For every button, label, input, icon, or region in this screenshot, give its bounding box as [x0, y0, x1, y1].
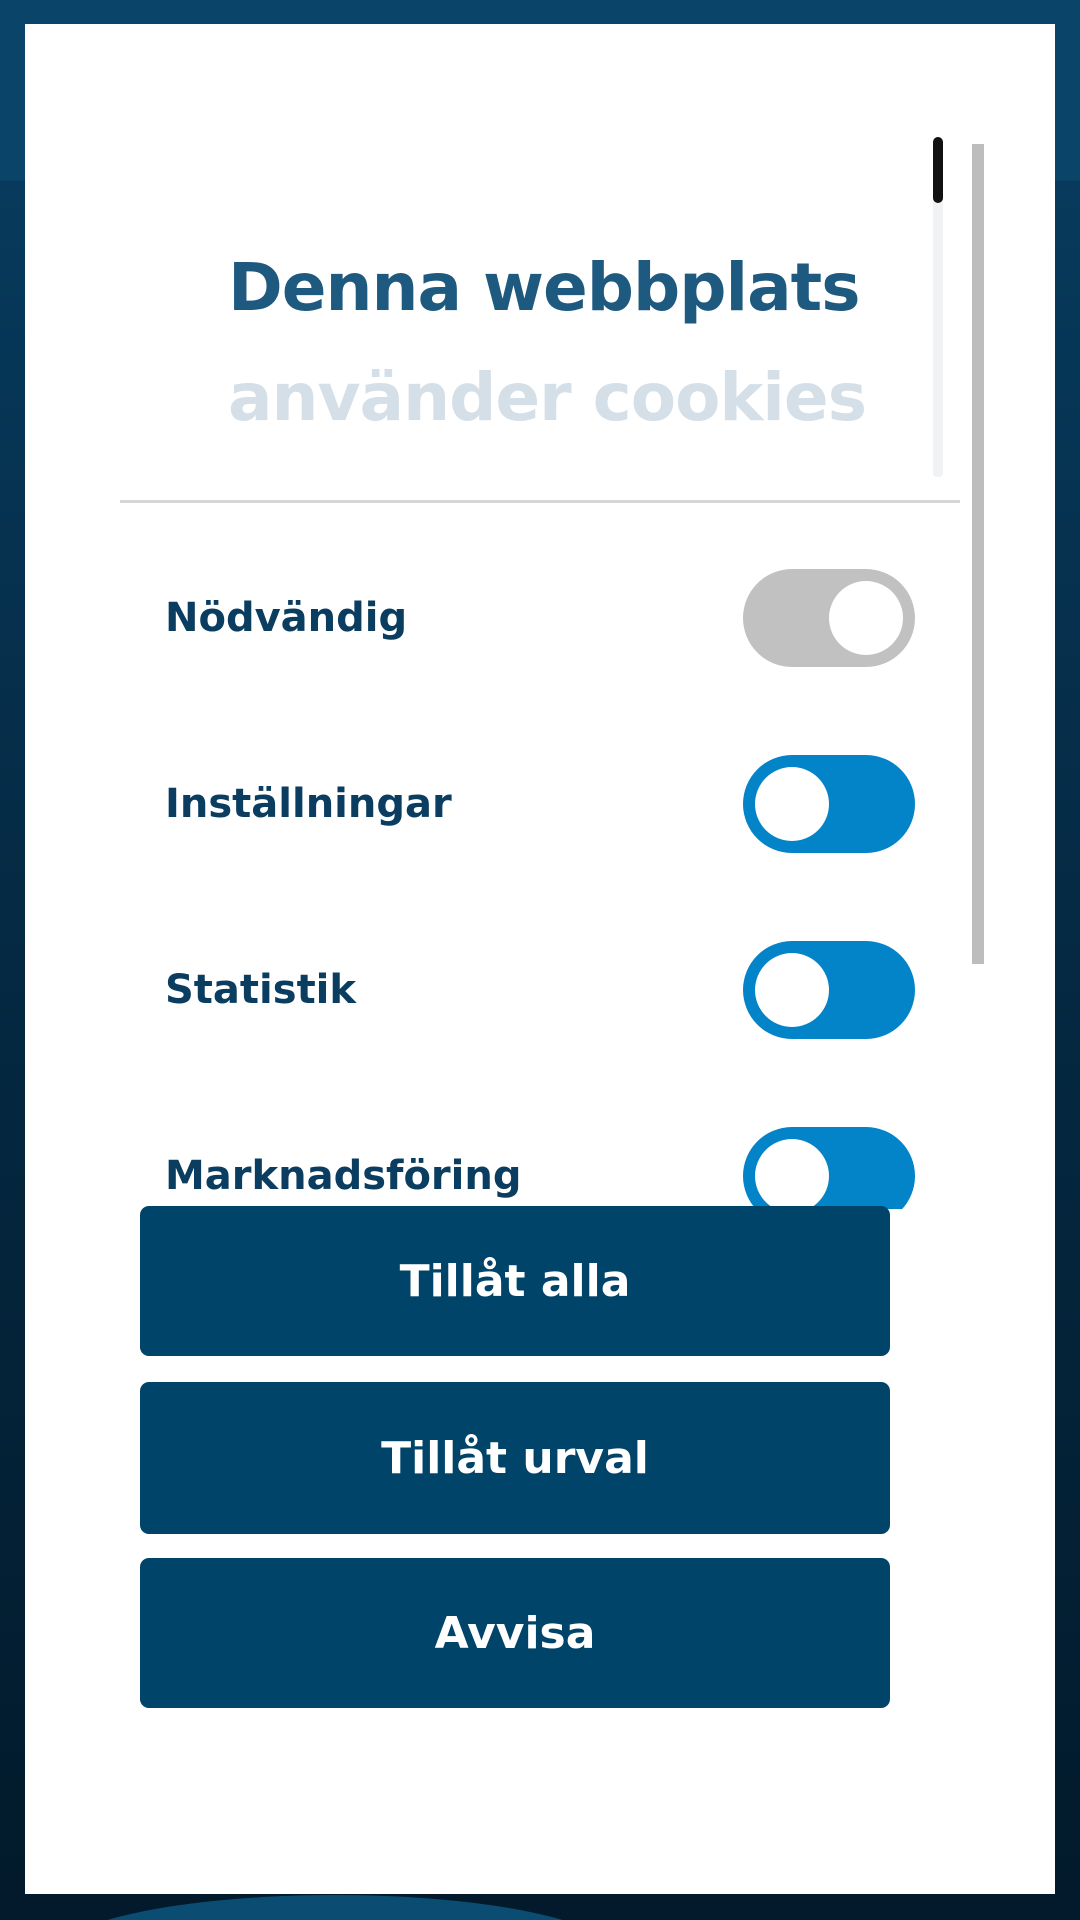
marketing-toggle[interactable] [743, 1127, 915, 1209]
necessary-toggle[interactable] [743, 569, 915, 667]
toggle-knob [755, 767, 829, 841]
category-label: Statistik [165, 967, 356, 1013]
category-row-preferences [165, 754, 915, 854]
header-divider [120, 500, 960, 503]
deny-button[interactable]: Avvisa [140, 1558, 890, 1708]
statistics-toggle[interactable] [743, 941, 915, 1039]
allow-selection-button[interactable]: Tillåt urval [140, 1382, 890, 1534]
toggle-knob [755, 953, 829, 1027]
dialog-title-line-1: Denna webbplats [228, 249, 860, 326]
category-label: Nödvändig [165, 595, 408, 641]
dialog-header [120, 119, 960, 501]
category-row-statistics [165, 940, 915, 1040]
action-buttons [140, 1206, 890, 1734]
header-scrollbar-thumb[interactable] [933, 137, 943, 203]
category-row-marketing [165, 1126, 915, 1209]
dialog-title-line-2: använder cookies [228, 359, 866, 436]
category-label: Marknadsföring [165, 1153, 522, 1199]
allow-all-button[interactable]: Tillåt alla [140, 1206, 890, 1356]
preferences-toggle[interactable] [743, 755, 915, 853]
category-label: Inställningar [165, 781, 452, 827]
main-scrollbar[interactable] [972, 144, 984, 964]
consent-scroll-area[interactable] [120, 119, 980, 1209]
backdrop-shape [55, 1895, 615, 1920]
toggle-knob [755, 1139, 829, 1209]
toggle-knob [829, 581, 903, 655]
category-row-necessary [165, 568, 915, 668]
